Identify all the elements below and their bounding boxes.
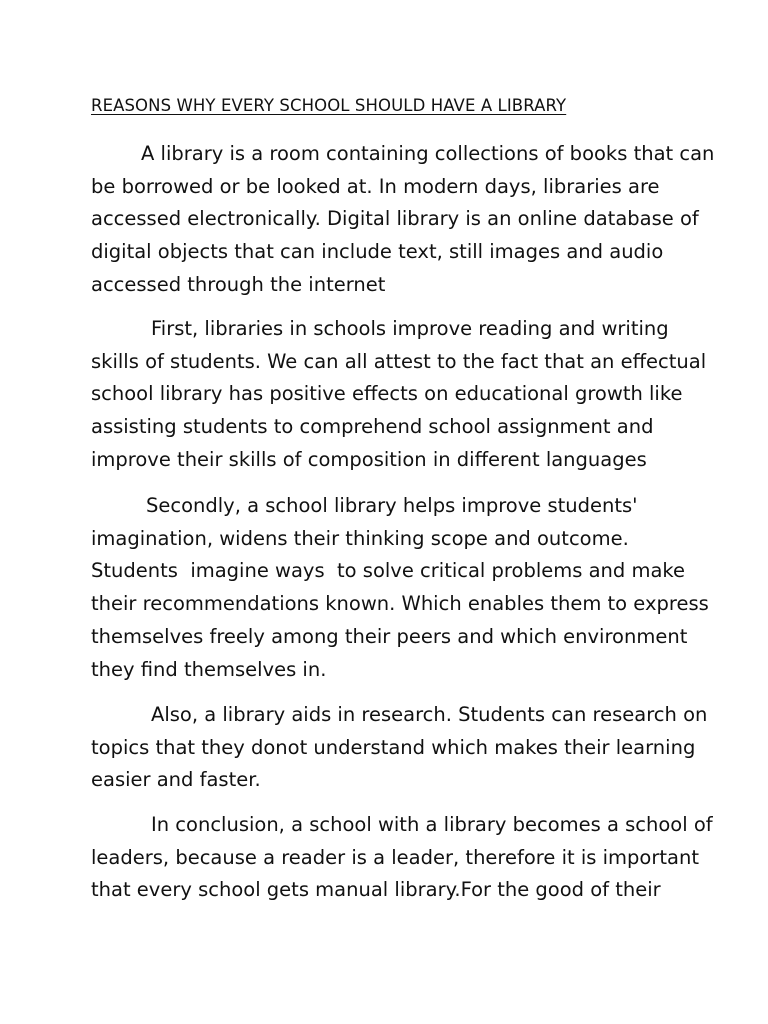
- paragraph-line: their recommendations known. Which enables them to express: [91, 592, 709, 616]
- paragraph-line: leaders, because a reader is a leader, therefore it is important: [91, 845, 699, 869]
- paragraph-line: improve their skills of composition in different languages: [91, 447, 647, 471]
- paragraph-line: themselves freely among their peers and which environment: [91, 624, 688, 648]
- paragraph-line: A library is a room containing collections of books that can: [141, 142, 715, 165]
- paragraph-line: First, libraries in schools improve reading and writing: [151, 317, 669, 340]
- paragraph-conclusion: [91, 809, 713, 907]
- paragraph-line: skills of students. We can all attest to the fact that an effectual: [91, 349, 707, 373]
- paragraph-line: be borrowed or be looked at. In modern days, libraries are: [91, 174, 660, 198]
- paragraph-third-reason: [91, 699, 708, 797]
- paragraph-first-reason: [91, 313, 707, 477]
- paragraph-line: they find themselves in.: [91, 657, 327, 681]
- paragraph-line: imagination, widens their thinking scope and outcome.: [91, 526, 629, 550]
- paragraph-line: topics that they donot understand which makes their learning: [91, 735, 696, 759]
- paragraph-line: assisting students to comprehend school assignment and: [91, 415, 654, 439]
- paragraph-line: that every school gets manual library.For the good of their: [91, 878, 661, 902]
- paragraph-definition: [91, 138, 715, 302]
- paragraph-second-reason: [91, 490, 709, 686]
- paragraph-line: digital objects that can include text, still images and audio: [91, 240, 664, 264]
- paragraph-line: Secondly, a school library helps improve students': [146, 494, 638, 517]
- paragraph-line: accessed through the internet: [91, 272, 386, 296]
- paragraph-line: Students imagine ways to solve critical problems and make: [91, 559, 686, 583]
- paragraph-line: school library has positive effects on educational growth like: [91, 382, 683, 406]
- paragraph-line: In conclusion, a school with a library becomes a school of: [151, 813, 713, 836]
- document-title: REASONS WHY EVERY SCHOOL SHOULD HAVE A LIBRARY: [91, 96, 567, 115]
- paragraph-line: Also, a library aids in research. Students can research on: [151, 703, 708, 726]
- paragraph-line: accessed electronically. Digital library is an online database of: [91, 207, 699, 231]
- paragraph-line: easier and faster.: [91, 768, 261, 792]
